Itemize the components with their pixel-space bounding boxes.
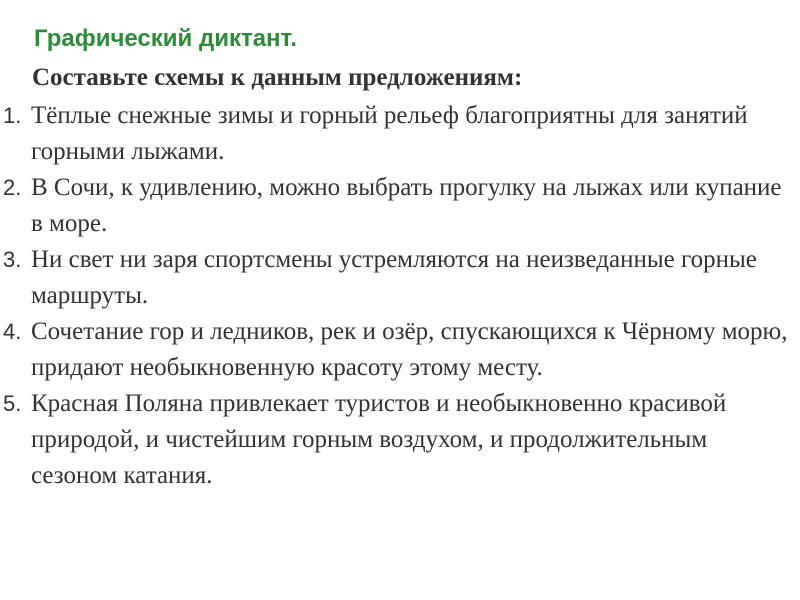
list-item bbox=[0, 170, 790, 242]
item-number: 5. bbox=[3, 391, 22, 416]
list-item bbox=[0, 314, 790, 386]
item-text: Ни свет ни заря спортсмены устремляются на неизведанные горные маршруты. bbox=[31, 246, 757, 309]
item-number: 3. bbox=[3, 247, 22, 272]
list-item bbox=[0, 386, 790, 494]
item-number: 4. bbox=[3, 319, 22, 344]
sentence-list bbox=[0, 98, 790, 494]
item-text: Красная Поляна привлекает туристов и необыкновенно красивой природой, и чистейшим горным воздухом, и продолжительным сезоном катания. bbox=[31, 390, 727, 489]
slide-subtitle: Составьте схемы к данным предложениям: bbox=[32, 64, 523, 91]
item-number: 2. bbox=[3, 175, 22, 200]
list-item bbox=[0, 242, 790, 314]
list-item bbox=[0, 98, 790, 170]
item-text: В Сочи, к удивлению, можно выбрать прогулку на лыжах или купание в море. bbox=[31, 174, 782, 237]
slide-title: Графический диктант. bbox=[34, 25, 297, 52]
item-text: Сочетание гор и ледников, рек и озёр, спускающихся к Чёрному морю, придают необыкновенную красоту этому месту. bbox=[31, 318, 788, 381]
item-number: 1. bbox=[3, 103, 22, 128]
item-text: Тёплые снежные зимы и горный рельеф благоприятны для занятий горными лыжами. bbox=[31, 102, 748, 165]
